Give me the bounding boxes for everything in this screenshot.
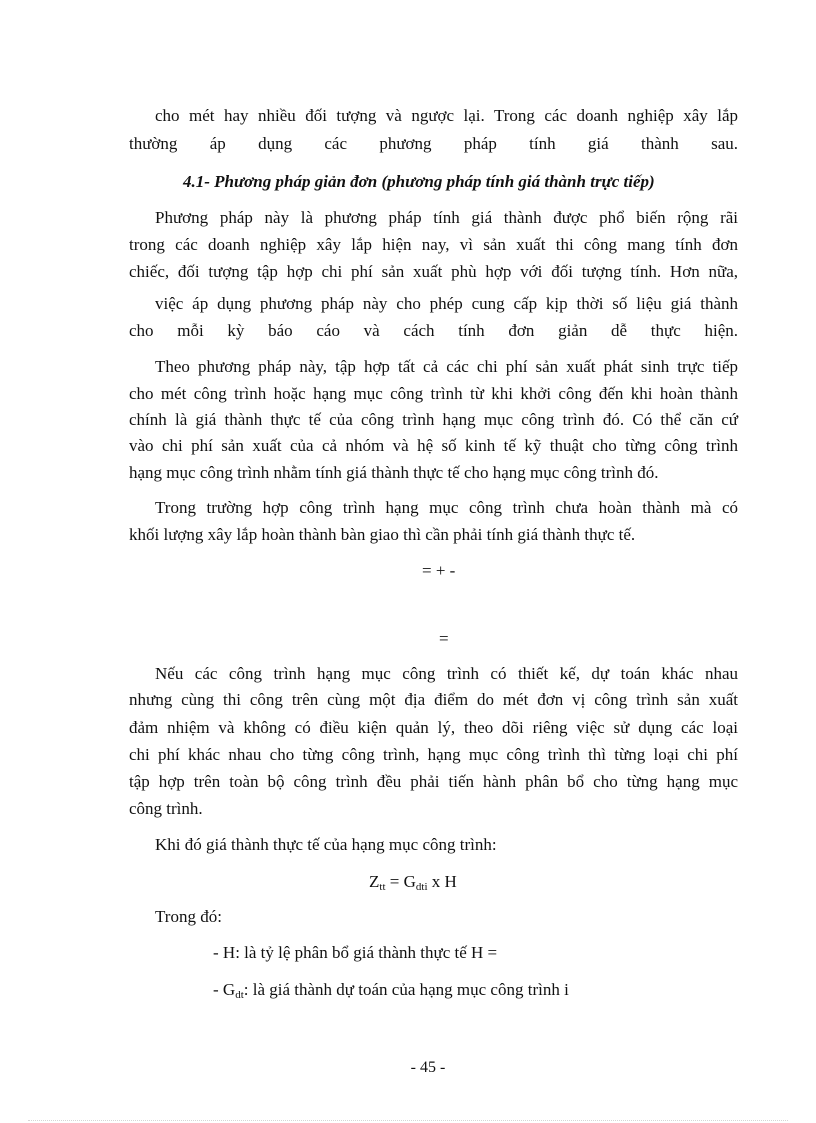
text-line: tập hợp trên toàn bộ công trình đều phải tiến hành phân bổ cho từng hạng mục [129, 772, 738, 791]
text-line: việc áp dụng phương pháp này cho phép cung cấp kịp thời số liệu giá thành [155, 294, 738, 313]
text-line: trong các doanh nghiệp xây lắp hiện nay, vì sản xuất thi công mang tính đơn [129, 235, 738, 254]
text-line: đảm nhiệm và không có điều kiện quản lý, theo dõi riêng việc sử dụng các loại [129, 718, 738, 737]
text-line: Khi đó giá thành thực tế của hạng mục công trình: [155, 835, 497, 854]
footer-divider [28, 1120, 788, 1121]
text-line: chiếc, đối tượng tập hợp chi phí sản xuất phù hợp với đối tượng tính. Hơn nữa, [129, 262, 738, 281]
text-line: Nếu các công trình hạng mục công trình có thiết kế, dự toán khác nhau [155, 664, 738, 683]
text-line: hạng mục công trình nhằm tính giá thành thực tế cho hạng mục công trình đó. [129, 463, 659, 482]
text-line: khối lượng xây lắp hoàn thành bàn giao thì cần phải tính giá thành thực tế. [129, 525, 636, 544]
text-line: Theo phương pháp này, tập hợp tất cả các chi phí sản xuất phát sinh trực tiếp [155, 357, 738, 376]
gdt-prefix: - G [213, 980, 236, 999]
formula-equals-g: = G [385, 872, 416, 891]
text-line: thường áp dụng các phương pháp tính giá thành sau. [129, 134, 738, 153]
text-line: chi phí khác nhau cho từng công trình, hạng mục công trình thì từng loại chi phí [129, 745, 738, 764]
section-heading: 4.1- Phương pháp giản đơn (phương pháp tính giá thành trực tiếp) [183, 172, 655, 191]
formula-ztt [369, 871, 457, 898]
text-line: nhưng cùng thi công trên cùng một địa điểm do mét đơn vị công trình sản xuất [129, 690, 738, 709]
text-line: Trong đó: [155, 907, 222, 926]
gdt-definition [213, 979, 569, 1006]
formula-g-subscript: dti [415, 881, 428, 893]
text-line: cho mỗi kỳ báo cáo và cách tính đơn giản dễ thực hiện. [129, 321, 738, 340]
page-number: - 45 - [410, 1059, 446, 1076]
gdt-rest: : là giá thành dự toán của hạng mục công trình i [243, 980, 569, 999]
text-line: Trong trường hợp công trình hạng mục công trình chưa hoàn thành mà có [155, 498, 738, 517]
text-line: Phương pháp này là phương pháp tính giá thành được phổ biến rộng rãi [155, 208, 738, 227]
gdt-subscript: dt [235, 989, 244, 1001]
formula-rest: x H [427, 872, 457, 891]
formula-z-subscript: tt [379, 881, 386, 893]
text-line: cho mét hay nhiều đối tượng và ngược lại. Trong các doanh nghiệp xây lắp [155, 106, 738, 125]
formula-z: Z [369, 872, 380, 891]
text-line: công trình. [129, 799, 203, 818]
text-line: - H: là tỷ lệ phân bổ giá thành thực tế H = [213, 943, 498, 962]
formula-fragment: = [439, 629, 449, 648]
text-line: cho mét công trình hoặc hạng mục công trình từ khi khởi công đến khi hoàn thành [129, 384, 738, 403]
text-line: chính là giá thành thực tế của công trình hạng mục công trình đó. Có thể căn cứ [129, 410, 738, 429]
formula-fragment: = + - [422, 561, 456, 580]
text-line: vào chi phí sản xuất của cả nhóm và hệ số kinh tế kỹ thuật cho từng công trình [129, 436, 738, 455]
